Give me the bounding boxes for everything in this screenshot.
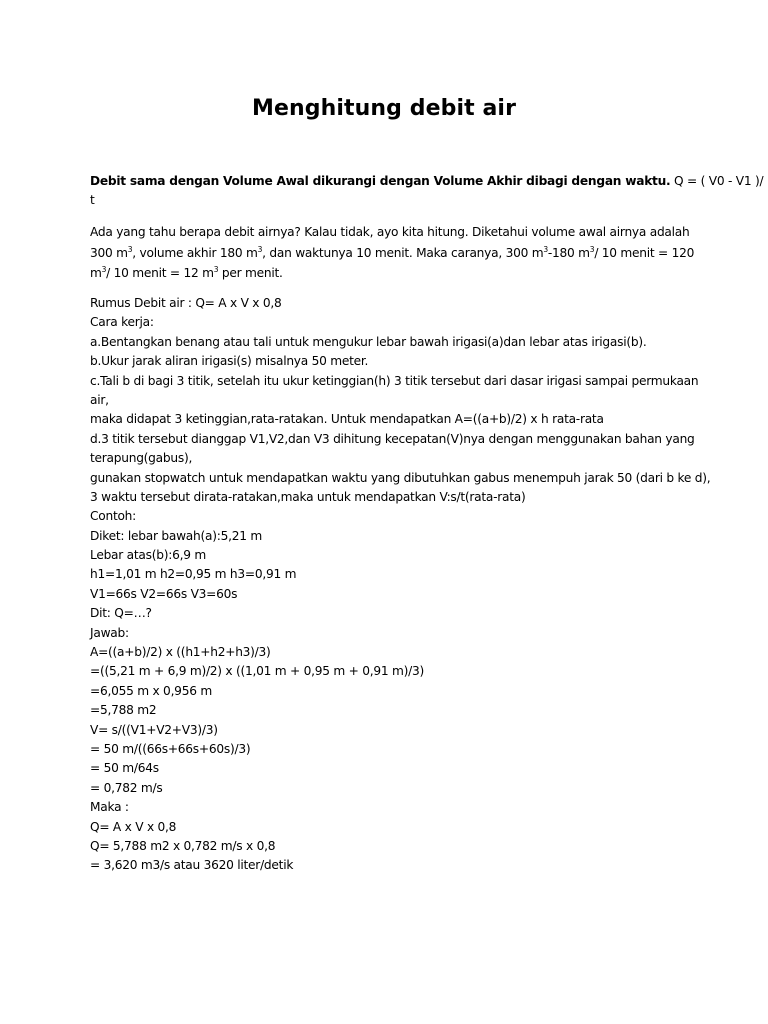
body-line: Contoh: [90,509,137,524]
body-line: Diket: lebar bawah(a):5,21 m [90,528,262,543]
body-line: maka didapat 3 ketinggian,rata-ratakan. Untuk mendapatkan A=((a+b)/2) x h rata-rata [90,412,604,427]
body-line: a.Bentangkan benang atau tali untuk mengukur lebar bawah irigasi(a)dan lebar atas irigasi(b). [90,334,647,349]
body-line: gunakan stopwatch untuk mendapatkan waktu yang dibutuhkan gabus menempuh jarak 50 (dari b ke d), [90,470,711,485]
body-line: h1=1,01 m h2=0,95 m h3=0,91 m [90,567,297,582]
body-line: Dit: Q=…? [90,606,152,621]
intro-paragraph [90,172,764,211]
superscript: 3 [589,244,595,254]
superscript: 3 [213,265,219,274]
intro-formula: Q = ( V0 - V1 )/ [670,174,764,188]
example-paragraph [90,222,695,284]
body-line: Q= 5,788 m2 x 0,782 m/s x 0,8 [90,838,276,853]
body-line: c.Tali b di bagi 3 titik, setelah itu ukur ketinggian(h) 3 titik tersebut dari dasar irigasi sampai permukaan [90,373,699,388]
body-line: =6,055 m x 0,956 m [90,683,212,698]
body-line: b.Ukur jarak aliran irigasi(s) misalnya 50 meter. [90,354,369,369]
example-text: m [90,266,102,280]
formula-section [90,294,711,876]
example-text: , volume akhir 180 m [132,245,258,260]
superscript: 3 [101,265,107,274]
example-text: / 10 menit = 120 [594,245,695,260]
superscript: 3 [257,244,263,254]
example-line-2 [90,243,695,264]
body-line: d.3 titik tersebut dianggap V1,V2,dan V3 dihitung kecepatan(V)nya dengan menggunakan bahan yang [90,431,695,446]
superscript: 3 [543,244,548,254]
body-line: terapung(gabus), [90,451,193,466]
superscript: 3 [127,244,133,254]
body-line: = 0,782 m/s [90,780,163,795]
intro-line-1 [90,172,764,191]
body-line: Q= A x V x 0,8 [90,819,177,834]
example-line-1: Ada yang tahu berapa debit airnya? Kalau tidak, ayo kita hitung. Diketahui volume awal airnya adalah [90,225,690,239]
example-text: per menit. [218,266,283,280]
body-line: V1=66s V2=66s V3=60s [90,586,238,601]
body-line: air, [90,392,109,407]
example-line-3 [90,263,690,284]
body-line: = 50 m/64s [90,761,159,776]
body-line: =5,788 m2 [90,703,157,718]
body-line: A=((a+b)/2) x ((h1+h2+h3)/3) [90,645,271,660]
body-line: Lebar atas(b):6,9 m [90,548,206,563]
body-line: Jawab: [90,625,129,640]
example-text: / 10 menit = 12 m [106,266,214,280]
body-line: Cara kerja: [90,315,154,330]
example-text: , dan waktunya 10 menit. Maka caranya, 300 m [262,245,544,260]
example-text: 300 m [90,245,128,260]
body-line: = 50 m/((66s+66s+60s)/3) [90,741,251,756]
body-line: Rumus Debit air : Q= A x V x 0,8 [90,296,282,310]
example-text: -180 m [547,245,590,260]
body-line: = 3,620 m3/s atau 3620 liter/detik [90,858,294,873]
body-line: 3 waktu tersebut dirata-ratakan,maka untuk mendapatkan V:s/t(rata-rata) [90,489,526,504]
intro-bold-text: Debit sama dengan Volume Awal dikurangi dengan Volume Akhir dibagi dengan waktu. [90,174,671,188]
intro-line-2 [90,191,690,210]
body-line: Maka : [90,800,129,815]
intro-formula-end: t [90,193,95,208]
body-line: =((5,21 m + 6,9 m)/2) x ((1,01 m + 0,95 m + 0,91 m)/3) [90,664,424,679]
body-line: V= s/((V1+V2+V3)/3) [90,722,218,737]
page-title: Menghitung debit air [251,96,517,121]
